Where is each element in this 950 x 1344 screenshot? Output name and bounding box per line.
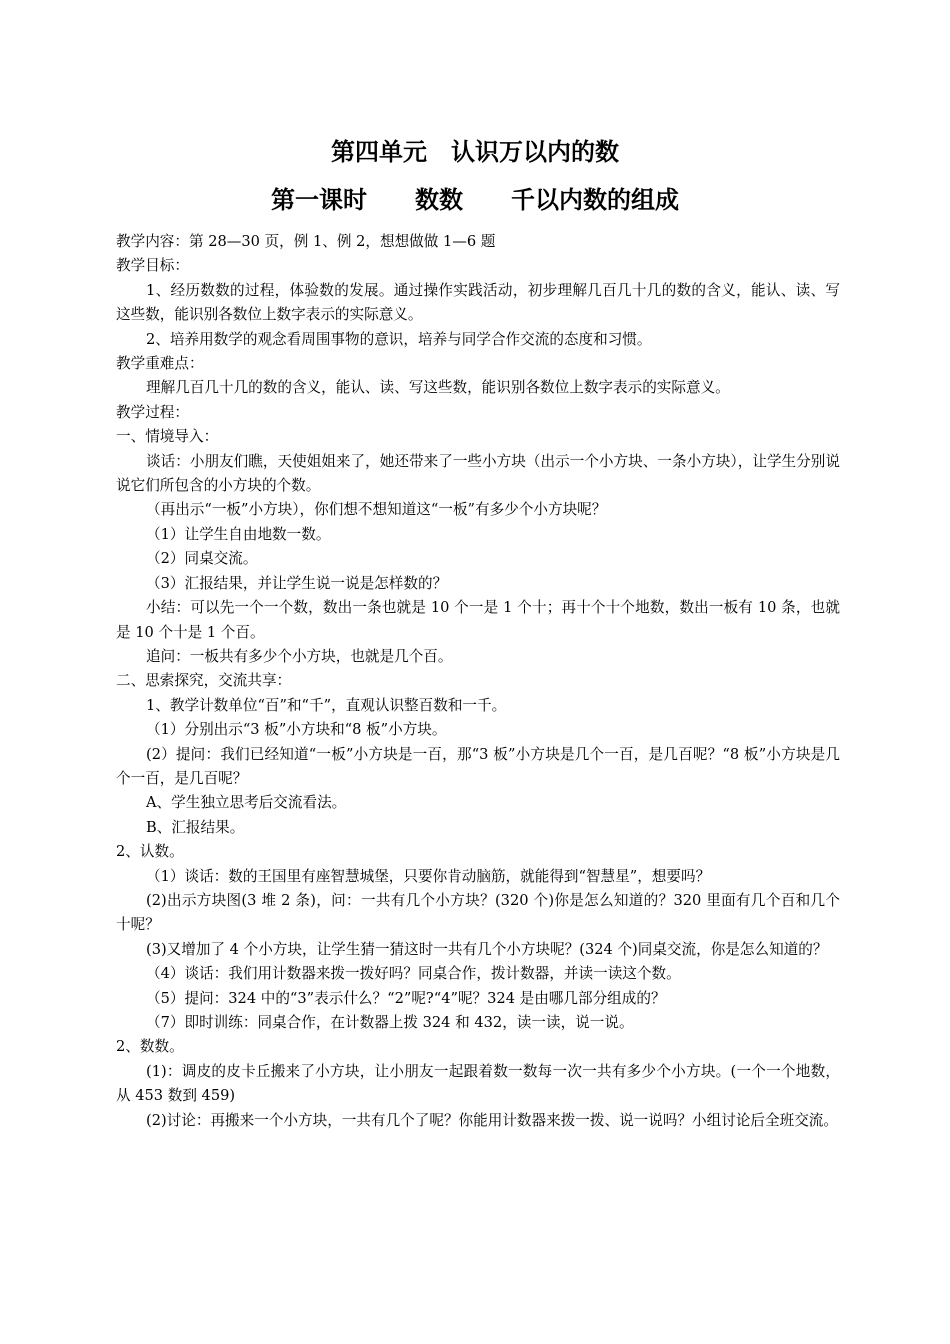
- paragraph: 一、情境导入：: [116, 428, 219, 446]
- paragraph: 谈话：小朋友们瞧，天使姐姐来了，她还带来了一些小方块（出示一个小方块、一条小方块），让学生分别说说它们所包含的小方块的个数。: [116, 452, 840, 495]
- paragraph: 教学重难点：: [116, 355, 204, 373]
- paragraph: （1）分别出示“3 板”小方块和“8 板”小方块。: [146, 721, 447, 739]
- lesson-body: [116, 230, 840, 1133]
- paragraph: B、汇报结果。: [146, 818, 245, 836]
- paragraph: (1)：调皮的皮卡丘搬来了小方块，让小朋友一起跟着数一数每一次一共有多少个小方块。(一个一个地数，从 453 数到 459): [116, 1062, 840, 1105]
- paragraph: (2）提问：我们已经知道“一板”小方块是一百，那“3 板”小方块是几个一百，是几百呢？“8 板”小方块是几个一百，是几百呢？: [116, 745, 840, 787]
- paragraph: (2)出示方块图(3 堆 2 条)，问：一共有几个小方块？(320 个)你是怎么知道的？320 里面有几个百和几个十呢？: [116, 891, 840, 934]
- paragraph: （5）提问：324 中的“3”表示什么？“2”呢?“4”呢？324 是由哪几部分组成的？: [146, 989, 666, 1007]
- paragraph: (3)又增加了 4 个小方块，让学生猜一猜这时一共有几个小方块呢？(324 个)同桌交流，你是怎么知道的？: [146, 940, 828, 958]
- paragraph: 2、培养用数学的观念看周围事物的意识，培养与同学合作交流的态度和习惯。: [146, 330, 652, 348]
- paragraph: (2)讨论：再搬来一个小方块，一共有几个了呢？你能用计数器来拨一拨、说一说吗？小组讨论后全班交流。: [146, 1111, 838, 1129]
- paragraph: （7）即时训练：同桌合作，在计数器上拨 324 和 432，读一读，说一说。: [146, 1014, 634, 1031]
- lesson-subtitle: 第一课时 数数 千以内数的组成: [271, 186, 679, 214]
- paragraph: （4）谈话：我们用计数器来拨一拨好吗？同桌合作，拨计数器，并读一读这个数。: [146, 965, 681, 983]
- paragraph: 理解几百几十几的数的含义，能认、读、写这些数，能识别各数位上数字表示的实际意义。: [146, 379, 730, 397]
- paragraph: （再出示“一板”小方块），你们想不想知道这“一板”有多少个小方块呢？: [146, 501, 607, 519]
- paragraph: 教学内容：第 28—30 页，例 1、例 2，想想做做 1—6 题: [116, 233, 496, 250]
- paragraph: （1）让学生自由地数一数。: [146, 525, 331, 543]
- paragraph: 1、经历数数的过程，体验数的发展。通过操作实践活动，初步理解几百几十几的数的含义，能认、读、写这些数，能识别各数位上数字表示的实际意义。: [116, 281, 840, 324]
- paragraph: 2、认数。: [116, 843, 184, 861]
- document-title: 第四单元 认识万以内的数: [331, 138, 619, 166]
- paragraph: 教学过程：: [116, 403, 189, 421]
- paragraph: （2）同桌交流。: [146, 550, 258, 568]
- paragraph: （3）汇报结果，并让学生说一说是怎样数的？: [146, 574, 448, 592]
- paragraph: 二、思索探究，交流共享：: [116, 672, 292, 690]
- paragraph: A、学生独立思考后交流看法。: [146, 794, 347, 812]
- paragraph: 追问：一板共有多少个小方块，也就是几个百。: [146, 647, 453, 665]
- paragraph: 教学目标：: [116, 257, 189, 275]
- paragraph: 小结：可以先一个一个数，数出一条也就是 10 个一是 1 个十；再十个十个地数，数出一板有 10 条，也就是 10 个十是 1 个百。: [116, 599, 840, 641]
- paragraph: （1）谈话：数的王国里有座智慧城堡，只要你肯动脑筋，就能得到“智慧星”，想要吗？: [146, 867, 711, 885]
- paragraph: 1、教学计数单位“百”和“千”，直观认识整百数和一千。: [146, 696, 507, 714]
- paragraph: 2、数数。: [116, 1038, 184, 1056]
